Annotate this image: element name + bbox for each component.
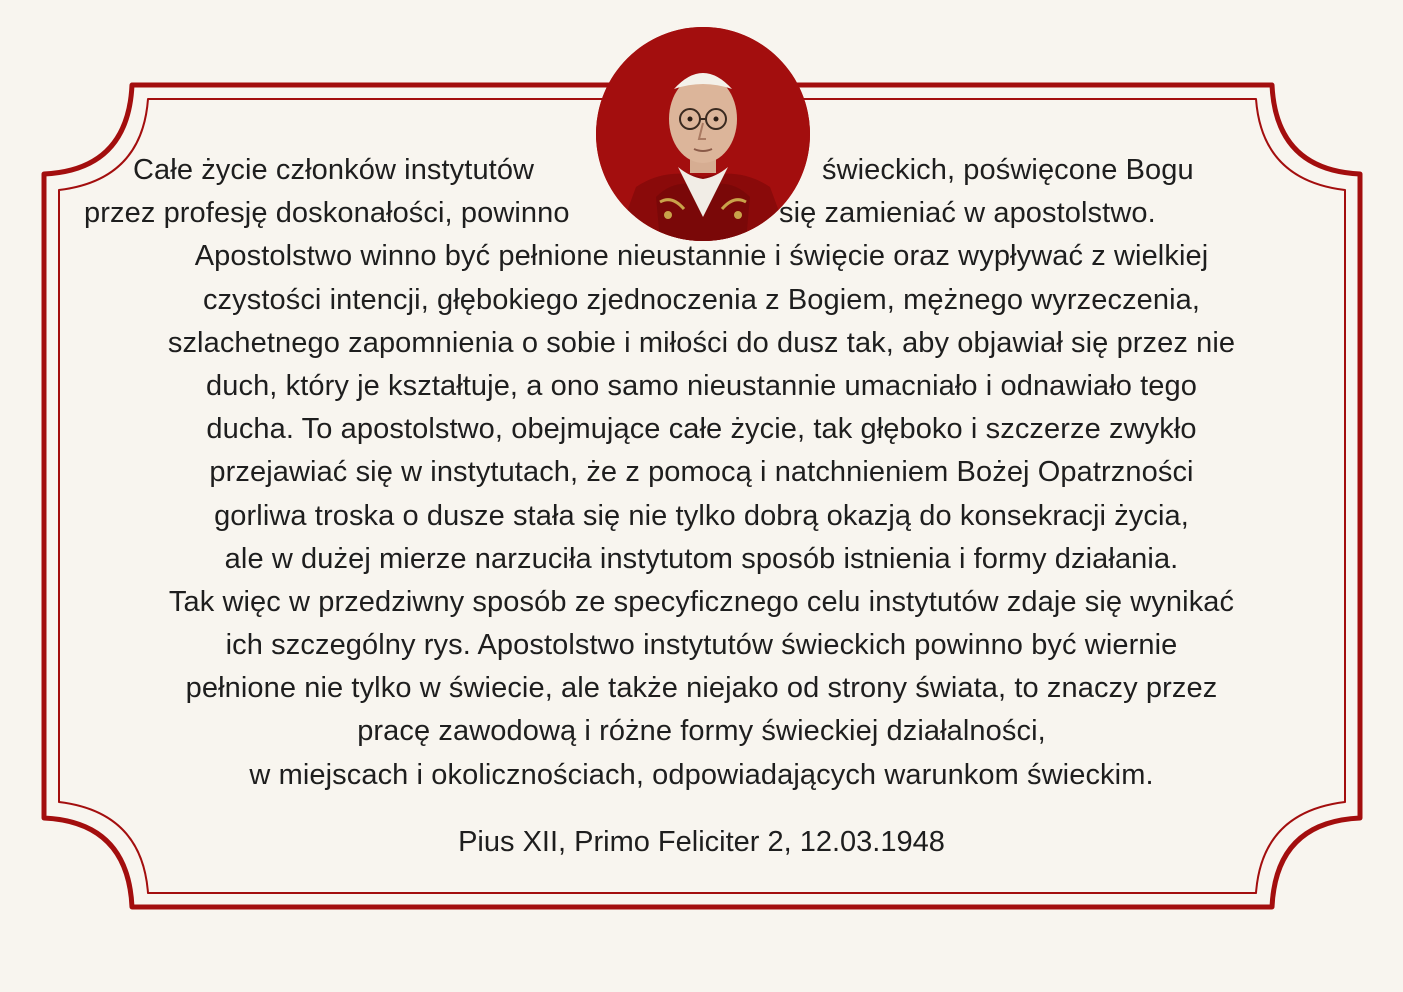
quote-line-5: szlachetnego zapomnienia o sobie i miłości do dusz tak, aby objawiał się przez nie: [167, 326, 1236, 359]
quote-line-13: pełnione nie tylko w świecie, ale także niejako od strony świata, to znaczy przez: [185, 672, 1218, 705]
quote-line-6: duch, który je kształtuje, a ono samo nieustannie umacniało i odnawiało tego: [206, 369, 1197, 402]
quote-line-12: ich szczególny rys. Apostolstwo instytutów świeckich powinno być wiernie: [225, 629, 1178, 662]
quote-line-7: ducha. To apostolstwo, obejmujące całe życie, tak głęboko i szczerze zwykło: [206, 413, 1197, 446]
quote-line-2-left: przez profesję doskonałości, powinno: [84, 197, 570, 230]
quote-line-8: przejawiać się w instytutach, że z pomocą i natchnieniem Bożej Opatrzności: [209, 456, 1194, 489]
quote-line-2-right: się zamieniać w apostolstwo.: [779, 197, 1156, 230]
quote-line-14: pracę zawodową i różne formy świeckiej działalności,: [357, 715, 1046, 748]
quote-citation: Pius XII, Primo Feliciter 2, 12.03.1948: [458, 826, 945, 858]
quote-line-3: Apostolstwo winno być pełnione nieustannie i święcie oraz wypływać z wielkiej: [194, 240, 1209, 273]
quote-line-9: gorliwa troska o dusze stała się nie tylko dobrą okazją do konsekracji życia,: [214, 499, 1189, 532]
quote-line-11: Tak więc w przedziwny sposób ze specyficznego celu instytutów zdaje się wynikać: [168, 585, 1235, 618]
quote-text: [70, 149, 1333, 797]
quote-line-2: [70, 192, 1333, 235]
quote-line-1-right: świeckich, poświęcone Bogu: [822, 154, 1194, 186]
quote-line-15: w miejscach i okolicznościach, odpowiadających warunkom świeckim.: [249, 758, 1154, 791]
quote-line-4: czystości intencji, głębokiego zjednoczenia z Bogiem, mężnego wyrzeczenia,: [202, 283, 1201, 316]
quote-line-1: [70, 149, 1333, 192]
quote-line-1-left: Całe życie członków instytutów: [133, 154, 535, 186]
quote-line-10: ale w dużej mierze narzuciła instytutom sposób istnienia i formy działania.: [224, 542, 1179, 575]
